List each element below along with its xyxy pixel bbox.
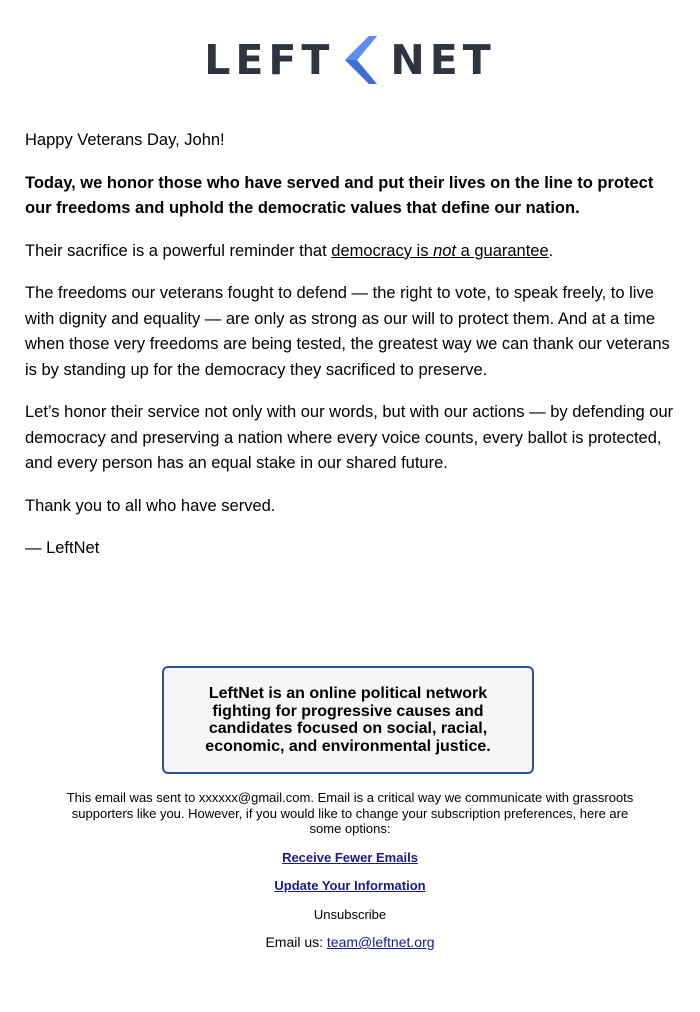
about-text: LeftNet is an online political network fighting for progressive causes and candidates focused on social, racial, economic, and environmental justice.: [205, 685, 491, 755]
signoff: — LeftNet: [25, 539, 100, 557]
honor-paragraph: Let’s honor their service not only with our words, but with our actions — by defending our democracy and preserving a nation where every voice counts, every ballot is protected, and every person has an equal stake in our shared future.: [25, 403, 674, 472]
greeting: Happy Veterans Day, John!: [25, 131, 225, 149]
democracy-guarantee-link[interactable]: [331, 242, 548, 260]
link-part-1: democracy is: [331, 241, 434, 260]
about-leftnet-box: [162, 666, 534, 774]
link-emphasis: not: [433, 241, 456, 260]
unsubscribe-link[interactable]: Unsubscribe: [313, 906, 387, 922]
sacrifice-suffix: .: [548, 241, 554, 260]
sacrifice-prefix: Their sacrifice is a powerful reminder that: [25, 241, 332, 260]
email-footer: [60, 790, 640, 951]
thanks-line: Thank you to all who have served.: [25, 496, 276, 515]
leftnet-logo: [0, 34, 700, 86]
sacrifice-paragraph: [25, 239, 680, 265]
link-part-2: a guarantee: [456, 241, 549, 260]
update-information-link[interactable]: Update Your Information: [274, 878, 426, 893]
logo-left-word: LEFT: [204, 35, 335, 84]
freedoms-paragraph: The freedoms our veterans fought to defend — the right to vote, to speak freely, to live with dignity and equality — are only as strong as our will to protect them. And at a time when those very freedoms are being tested, the greatest way we can thank our veterans is by standing up for the democracy they sacrificed to preserve.: [25, 284, 670, 379]
chevron-left-icon: [343, 36, 377, 84]
contact-line: [60, 935, 640, 951]
receive-fewer-emails-link[interactable]: Receive Fewer Emails: [282, 849, 418, 865]
contact-email-link[interactable]: team@leftnet.org: [326, 934, 435, 950]
email-body: [25, 128, 680, 579]
logo-right-word: NET: [390, 35, 496, 84]
footer-notice: This email was sent to xxxxxx@gmail.com. Email is a critical way we communicate with grassroots supporters like you. However, if you would like to change your subscription preferences, here are some options:: [66, 790, 634, 836]
email-label: Email us:: [265, 934, 327, 950]
lead-paragraph: Today, we honor those who have served and put their lives on the line to protect our freedoms and uphold the democratic values that define our nation.: [25, 173, 654, 217]
